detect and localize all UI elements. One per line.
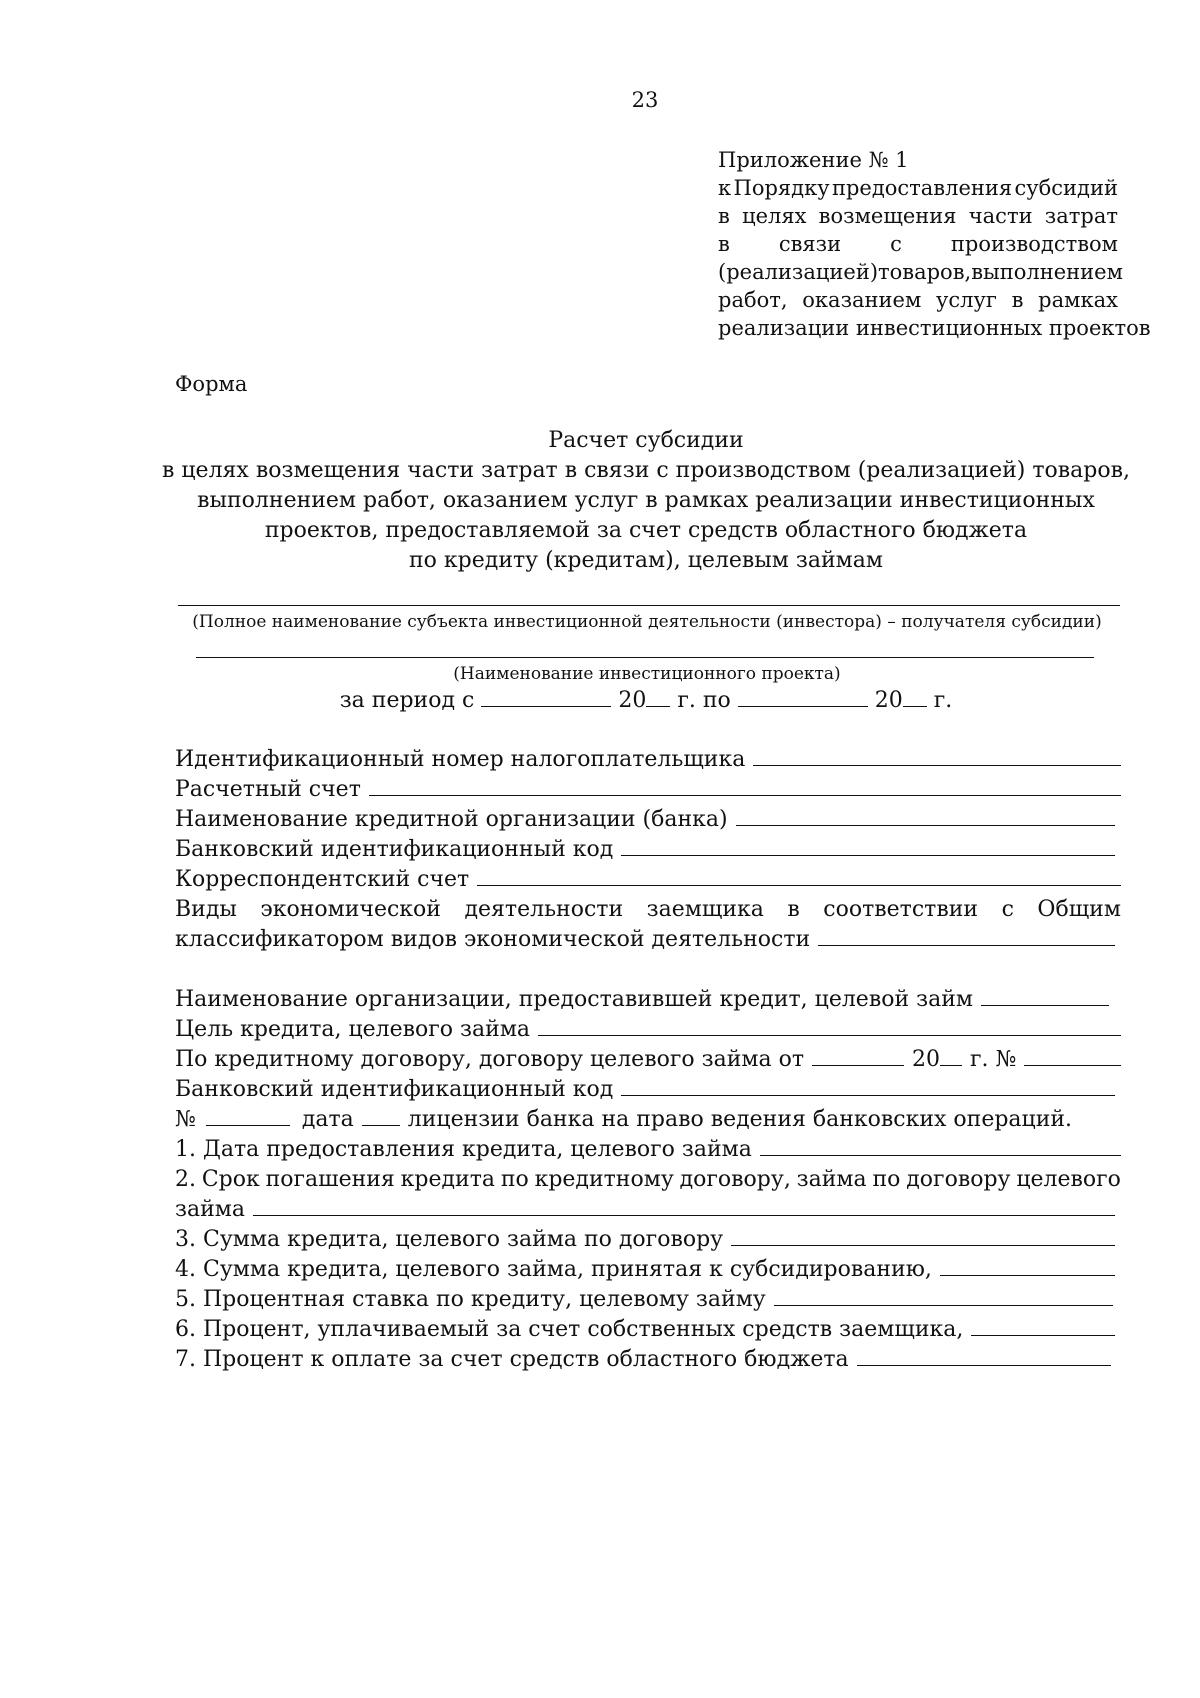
word: с [1001, 897, 1014, 922]
item-7-label: 7. Процент к оплате за счет средств областного бюджета [175, 1347, 849, 1372]
item-3-field[interactable] [731, 1225, 1115, 1246]
word: целевого [1016, 1167, 1121, 1192]
word: Срок [201, 1167, 260, 1192]
word: заемщика [646, 897, 764, 922]
appendix-line-4 [718, 230, 1118, 258]
word: в [787, 897, 800, 922]
word: в [718, 204, 730, 228]
bank-name-field[interactable] [736, 805, 1115, 826]
appendix-line-3 [718, 202, 1118, 230]
license-date-field[interactable] [362, 1105, 400, 1126]
inn-label: Идентификационный номер налогоплательщика [175, 747, 746, 772]
bank-name-row [175, 805, 1121, 835]
item-1-label: 1. Дата предоставления кредита, целевого займа [175, 1137, 752, 1162]
corr-account-row [175, 865, 1121, 895]
item-2-field[interactable] [253, 1195, 1115, 1216]
word: Виды [175, 897, 237, 922]
lender-bik-field[interactable] [621, 1075, 1115, 1096]
word: в [1011, 288, 1024, 312]
word: договору [906, 1167, 1011, 1192]
purpose-label: Цель кредита, целевого займа [175, 1017, 531, 1042]
bik-field[interactable] [621, 835, 1115, 856]
word: деятельности [464, 897, 624, 922]
item-1-row [175, 1135, 1121, 1165]
appendix-line-5 [718, 258, 1123, 286]
corr-account-label: Корреспондентский счет [175, 867, 470, 892]
project-name-line[interactable] [196, 657, 1094, 658]
word: к [718, 176, 732, 200]
item-3-label: 3. Сумма кредита, целевого займа по договору [175, 1227, 724, 1252]
word: выполнением [971, 260, 1123, 284]
word: в [718, 232, 730, 256]
word: кредитному [534, 1167, 674, 1192]
appendix-line-7: реализации инвестиционных проектов [718, 316, 1151, 340]
word: целях [742, 204, 807, 228]
okved-row-2 [175, 925, 1121, 955]
project-caption: (Наименование инвестиционного проекта) [453, 664, 841, 684]
lender-label: Наименование организации, предоставившей кредит, целевой займ [175, 987, 974, 1012]
title-line-1: Расчет субсидии [548, 428, 744, 453]
item-3-row [175, 1225, 1121, 1255]
inn-field[interactable] [753, 745, 1121, 766]
word: по [872, 1167, 901, 1192]
word: затрат [1044, 204, 1118, 228]
word: предоставления [831, 176, 1013, 200]
item-2-row [175, 1165, 1121, 1195]
title-line-3: выполнением работ, оказанием услуг в рамках реализации инвестиционных [197, 488, 1095, 513]
loan-details [175, 985, 1121, 1375]
contract-year-field[interactable] [940, 1045, 962, 1066]
item-4-label: 4. Сумма кредита, целевого займа, принятая к субсидированию, [175, 1257, 932, 1282]
contract-row [175, 1045, 1121, 1075]
period-year-suffix: г. [933, 688, 953, 713]
page-number: 23 [631, 88, 659, 112]
appendix-line-2 [718, 174, 1118, 202]
okved-label: классификатором видов экономической деятельности [175, 927, 811, 952]
item-7-field[interactable] [857, 1345, 1111, 1366]
lender-field[interactable] [981, 985, 1109, 1006]
word: рамках [1038, 288, 1118, 312]
lender-row [175, 985, 1121, 1015]
item-5-row [175, 1285, 1121, 1315]
item-5-field[interactable] [774, 1285, 1113, 1306]
document-title [0, 426, 1200, 576]
word: Общим [1037, 897, 1121, 922]
word: связи [778, 232, 842, 256]
period-end-date-field[interactable] [738, 686, 868, 707]
period-year-2-field[interactable] [903, 686, 927, 707]
word: с [890, 232, 902, 256]
word: услуг [936, 288, 997, 312]
inn-row [175, 745, 1121, 775]
appendix-title: Приложение № 1 [718, 148, 909, 172]
okved-field[interactable] [818, 925, 1115, 946]
item-4-row [175, 1255, 1121, 1285]
word: соответствии [823, 897, 979, 922]
account-label: Расчетный счет [175, 777, 361, 802]
purpose-field[interactable] [538, 1015, 1121, 1036]
account-row [175, 775, 1121, 805]
investor-name-line[interactable] [178, 605, 1120, 606]
word: займа [796, 1167, 867, 1192]
word: погашения [265, 1167, 395, 1192]
contract-number-label: г. № [970, 1047, 1017, 1072]
item-4-field[interactable] [940, 1255, 1115, 1276]
item-6-row [175, 1315, 1121, 1345]
period-start-date-field[interactable] [481, 686, 611, 707]
lender-bik-label: Банковский идентификационный код [175, 1077, 614, 1102]
period-year-2: 20 [874, 688, 903, 713]
form-label: Форма [175, 372, 248, 396]
item-1-field[interactable] [760, 1135, 1121, 1156]
appendix-header [718, 146, 1151, 342]
period-row [0, 686, 1200, 713]
word: возмещения [818, 204, 957, 228]
contract-label: По кредитному договору, договору целевого займа от [175, 1047, 805, 1072]
word: производством [950, 232, 1118, 256]
license-row [175, 1105, 1121, 1135]
corr-account-field[interactable] [477, 865, 1121, 886]
word: части [968, 204, 1033, 228]
period-year-1: 20 [618, 688, 647, 713]
word: Порядку [733, 176, 830, 200]
word: (реализацией) [718, 260, 879, 284]
title-line-2: в целях возмещения части затрат в связи с производством (реализацией) товаров, [162, 458, 1130, 483]
period-year-1-field[interactable] [646, 686, 670, 707]
word: договору, [679, 1167, 791, 1192]
item-5-label: 5. Процентная ставка по кредиту, целевому займу [175, 1287, 766, 1312]
license-number-field[interactable] [206, 1105, 290, 1126]
period-to-label: г. по [677, 688, 731, 713]
period-from-label: за период с [339, 688, 475, 713]
account-field[interactable] [369, 775, 1121, 796]
item-2-label: займа [175, 1197, 246, 1222]
contract-year: 20 [912, 1047, 941, 1072]
contract-date-field[interactable] [812, 1045, 904, 1066]
bik-label: Банковский идентификационный код [175, 837, 614, 862]
lender-bik-row [175, 1075, 1121, 1105]
license-date-label: дата [301, 1107, 354, 1132]
title-line-4: проектов, предоставляемой за счет средств областного бюджета [264, 518, 1028, 543]
license-text: лицензии банка на право ведения банковских операций. [407, 1107, 1073, 1132]
word: 2. [175, 1167, 196, 1192]
investor-caption: (Полное наименование субъекта инвестиционной деятельности (инвестора) – получателя субсидии) [192, 612, 1102, 632]
okved-row [175, 895, 1121, 925]
word: работ, [718, 288, 788, 312]
bik-row [175, 835, 1121, 865]
bank-name-label: Наименование кредитной организации (банка) [175, 807, 728, 832]
item-7-row [175, 1345, 1121, 1375]
word: товаров, [878, 260, 972, 284]
title-line-5: по кредиту (кредитам), целевым займам [409, 548, 883, 573]
license-number-label: № [175, 1107, 196, 1132]
item-2-row-2 [175, 1195, 1121, 1225]
word: оказанием [802, 288, 922, 312]
word: экономической [260, 897, 441, 922]
word: кредита [400, 1167, 495, 1192]
word: по [500, 1167, 529, 1192]
item-6-label: 6. Процент, уплачиваемый за счет собственных средств заемщика, [175, 1317, 964, 1342]
purpose-row [175, 1015, 1121, 1045]
borrower-details [175, 745, 1121, 955]
word: субсидий [1014, 176, 1118, 200]
appendix-line-6 [718, 286, 1118, 314]
contract-number-field[interactable] [1024, 1045, 1121, 1066]
item-6-field[interactable] [971, 1315, 1115, 1336]
